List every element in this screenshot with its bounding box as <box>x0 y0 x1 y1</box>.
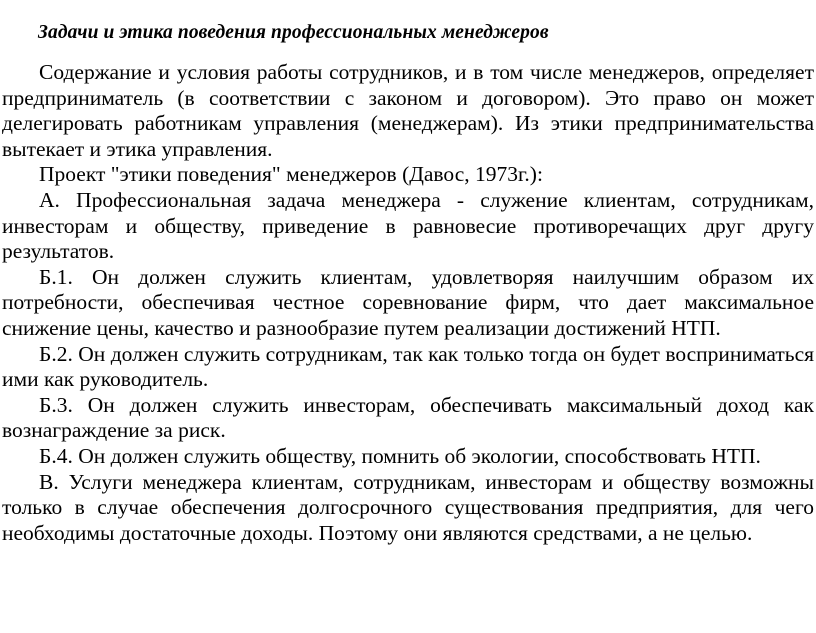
paragraph-b2: Б.2. Он должен служить сотрудникам, так как только тогда он будет восприниматься ими как руководитель. <box>2 341 814 392</box>
document-title: Задачи и этика поведения профессиональных менеджеров <box>38 22 549 43</box>
document-body <box>2 60 814 546</box>
paragraph-intro: Содержание и условия работы сотрудников, и в том числе менеджеров, определяет предприниматель (в соответствии с законом и договором). Это право он может делегировать работникам управления (менеджерам). Из этики предпринимательства вытекает и этика управления. <box>2 60 814 161</box>
paragraph-v: В. Услуги менеджера клиентам, сотрудникам, инвесторам и обществу возможны только в случае обеспечения долгосрочного существования предприятия, для чего необходимы достаточные доходы. Поэтому они являются средствами, а не целью. <box>2 469 814 545</box>
paragraph-b1: Б.1. Он должен служить клиентам, удовлетворяя наилучшим образом их потребности, обеспечивая честное соревнование фирм, что дает максимальное снижение цены, качество и разнообразие путем реализации достижений НТП. <box>2 264 814 340</box>
paragraph-a: А. Профессиональная задача менеджера - служение клиентам, сотрудникам, инвесторам и обществу, приведение в равновесие противоречащих друг другу результатов. <box>2 187 814 264</box>
paragraph-b4: Б.4. Он должен служить обществу, помнить об экологии, способствовать НТП. <box>39 443 761 468</box>
paragraph-b3: Б.3. Он должен служить инвесторам, обеспечивать максимальный доход как вознаграждение за риск. <box>2 392 814 443</box>
paragraph-project: Проект "этики поведения" менеджеров (Давос, 1973г.): <box>39 162 543 187</box>
